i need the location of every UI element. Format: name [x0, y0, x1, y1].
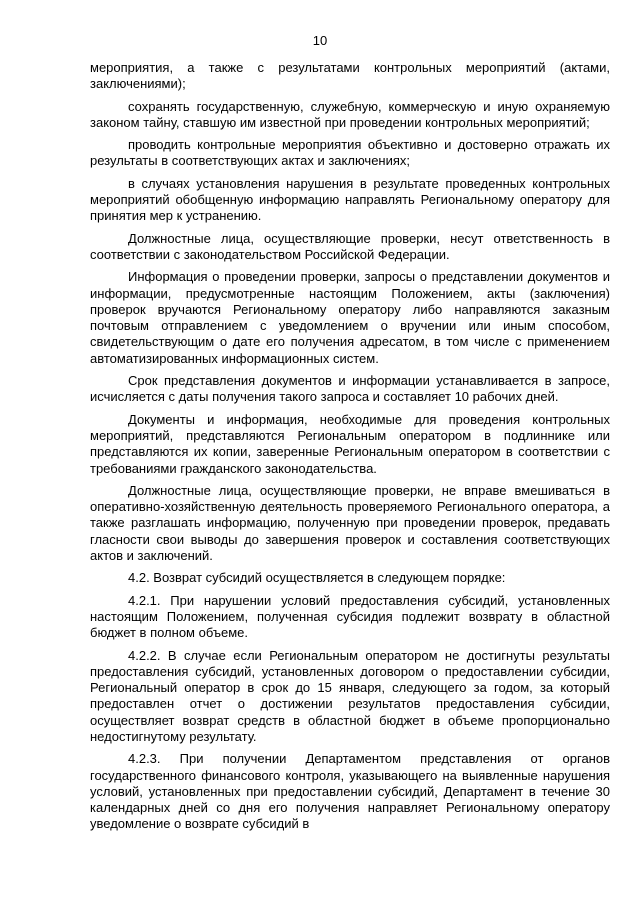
paragraph-violations: в случаях установления нарушения в результате проведенных контрольных мероприятий обобщенную информацию направлять Региональному оператору для принятия мер к устранению. [90, 175, 610, 224]
paragraph-section-4-2: 4.2. Возврат субсидий осуществляется в следующем порядке: [128, 570, 506, 586]
paragraph-section-4-2-1: 4.2.1. При нарушении условий предоставления субсидий, установленных настоящим Положением, полученная субсидия подлежит возврату в областной бюджет в полном объеме. [90, 592, 610, 641]
paragraph-section-4-2-2: 4.2.2. В случае если Региональным оператором не достигнуты результаты предоставления субсидий, установленных договором о предоставлении субсидии, Региональный оператор в срок до 15 января, следующего за годом, за который предоставлен отчет о достижении результатов предоставления субсидии, осуществляет возврат средств в областной бюджет в объеме пропорционально недостигнутому результату. [90, 647, 610, 744]
page-number: 10 [312, 33, 328, 48]
paragraph-confidentiality: сохранять государственную, служебную, коммерческую и иную охраняемую законом тайну, ставшую им известной при проведении контрольных мероприятий; [90, 98, 610, 130]
paragraph-continuation: мероприятия, а также с результатами контрольных мероприятий (актами, заключениями); [90, 60, 610, 92]
paragraph-non-interference: Должностные лица, осуществляющие проверки, не вправе вмешиваться в оперативно-хозяйственную деятельность проверяемого Регионального оператора, а также разглашать информацию, полученную при проведении проверок, предавать гласности свои выводы до завершения проверок и составления соответствующих актов и заключений. [90, 482, 610, 564]
document-body [90, 60, 610, 839]
paragraph-section-4-2-3: 4.2.3. При получении Департаментом представления от органов государственного финансового контроля, указывающего на выявленные нарушения условий, установленных при предоставлении субсидий, Департамент в течение 30 календарных дней со дня его получения направляет Региональному оператору уведомление о возврате субсидий в [90, 751, 610, 832]
paragraph-information-delivery: Информация о проведении проверки, запросы о представлении документов и информации, предусмотренные настоящим Положением, акты (заключения) проверок вручаются Региональному оператору либо направляются заказным почтовым отправлением с уведомлением о вручении или иным способом, свидетельствующим о дате его получения адресатом, в том числе с применением автоматизированных информационных систем. [90, 269, 610, 366]
paragraph-objectivity: проводить контрольные мероприятия объективно и достоверно отражать их результаты в соответствующих актах и заключениях; [90, 137, 610, 169]
paragraph-responsibility: Должностные лица, осуществляющие проверки, несут ответственность в соответствии с законодательством Российской Федерации. [90, 230, 610, 262]
paragraph-documents: Документы и информация, необходимые для проведения контрольных мероприятий, представляются Региональным оператором в подлиннике или представляются их копии, заверенные Региональным оператором в соответствии с требованиями гражданского законодательства. [90, 411, 610, 476]
paragraph-deadline: Срок представления документов и информации устанавливается в запросе, исчисляется с даты получения такого запроса и составляет 10 рабочих дней. [90, 373, 610, 405]
